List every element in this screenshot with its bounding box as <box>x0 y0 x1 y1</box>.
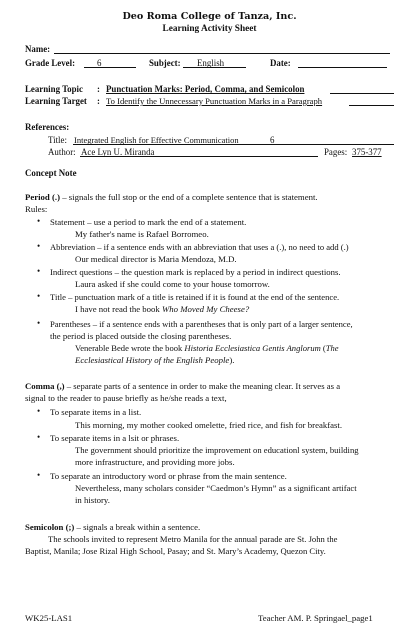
topic-colon: : <box>97 84 100 94</box>
rule-abbreviation-example: Our medical director is Maria Mendoza, M.D. <box>75 254 237 264</box>
ref-title-value: Integrated English for Effective Communication <box>74 135 239 145</box>
rule-statement: Statement – use a period to mark the end of a statement. <box>50 217 247 227</box>
date-field[interactable] <box>298 67 387 68</box>
topic-underline <box>330 93 394 94</box>
ref-author-label: Author: <box>48 147 76 157</box>
rule-parentheses: Parentheses – if a sentence ends with a parentheses that is only part of a larger sentence, <box>50 319 353 329</box>
ref-title-label: Title: <box>48 135 67 145</box>
comma-rule-list: To separate items in a list. <box>50 407 142 417</box>
comma-rule-phrases-example-cont: more infrastructure, and providing more jobs. <box>75 457 235 467</box>
rules-label: Rules: <box>25 204 48 214</box>
comma-rule-list-example: This morning, my mother cooked omelette, fried rice, and fish for breakfast. <box>75 420 343 430</box>
rule-parentheses-example: Venerable Bede wrote the book Historia Ecclesiastica Gentis Anglorum (The <box>75 343 339 353</box>
name-field[interactable] <box>54 53 390 54</box>
ref-pages-value: 375-377 <box>352 147 382 157</box>
target-underline <box>349 105 394 106</box>
references-heading: References: <box>25 122 70 132</box>
ref-pages-label: Pages: <box>324 147 348 157</box>
target-label: Learning Target <box>25 96 87 106</box>
period-definition: Period (.) – signals the full stop or the end of a complete sentence that is statement. <box>25 192 318 202</box>
comma-rule-introductory-example-cont: in history. <box>75 495 110 505</box>
target-value: To Identify the Unnecessary Punctuation Marks in a Paragraph <box>106 96 323 106</box>
rule-title-example: I have not read the book Who Moved My Cheese? <box>75 304 250 314</box>
bullet-icon: • <box>37 266 41 276</box>
rule-abbreviation: Abbreviation – if a sentence ends with an abbreviation that uses a (.), no need to add (.) <box>50 242 349 252</box>
semicolon-term: Semicolon (;) <box>25 522 75 532</box>
rule-parentheses-example-cont: Ecclesiastical History of the English People). <box>75 355 235 365</box>
comma-term: Comma (,) <box>25 381 65 391</box>
ref-author-value: Ace Lyn U. Miranda <box>81 147 155 157</box>
bullet-icon: • <box>37 432 41 442</box>
sheet-title: Learning Activity Sheet <box>162 24 257 34</box>
comma-rule-introductory: To separate an introductory word or phrase from the main sentence. <box>50 471 287 481</box>
concept-note-heading: Concept Note <box>25 168 77 178</box>
ref-author-underline <box>80 156 318 157</box>
bullet-icon: • <box>37 470 41 480</box>
grade-value: 6 <box>97 58 102 68</box>
semicolon-definition: Semicolon (;) – signals a break within a sentence. <box>25 522 201 532</box>
subject-value: English <box>197 58 225 68</box>
name-label: Name: <box>25 44 51 54</box>
period-term: Period (.) <box>25 192 60 202</box>
semicolon-example: The schools invited to represent Metro Manila for the annual parade are St. John the <box>48 534 338 544</box>
ref-title-underline <box>73 144 394 145</box>
ref-title-grade: 6 <box>270 135 275 145</box>
grade-label: Grade Level: <box>25 58 76 68</box>
grade-field[interactable] <box>84 67 136 68</box>
semicolon-example-cont: Baptist, Manila; Jose Rizal High School, Pasay; and St. Mary’s Academy, Quezon City. <box>25 546 326 556</box>
comma-rule-introductory-example: Nevertheless, many scholars consider “Caedmon’s Hymn” as a significant artifact <box>75 483 357 493</box>
rule-parentheses-cont: the period is placed outside the closing parentheses. <box>50 331 232 341</box>
comma-definition-cont: signal to the reader to pause briefly as he/she reads a text, <box>25 393 227 403</box>
bullet-icon: • <box>37 216 41 226</box>
footer-teacher: Teacher AM. P. Springael_page1 <box>258 613 373 623</box>
comma-rule-phrases-example: The government should prioritize the improvement on educationl system, building <box>75 445 359 455</box>
school-name: Deo Roma College of Tanza, Inc. <box>122 11 297 22</box>
bullet-icon: • <box>37 241 41 251</box>
comma-definition: Comma (,) – separate parts of a sentence in order to make the meaning clear. It serves as a <box>25 381 341 391</box>
bullet-icon: • <box>37 318 41 328</box>
rule-statement-example: My father's name is Rafael Borromeo. <box>75 229 209 239</box>
topic-value: Punctuation Marks: Period, Comma, and Semicolon <box>106 84 305 94</box>
rule-indirect-question: Indirect questions – the question mark is replaced by a period in indirect questions. <box>50 267 341 277</box>
footer-code: WK25-LAS1 <box>25 613 73 623</box>
subject-label: Subject: <box>149 58 181 68</box>
topic-label: Learning Topic <box>25 84 83 94</box>
comma-rule-phrases: To separate items in a lsit or phrases. <box>50 433 180 443</box>
date-label: Date: <box>270 58 291 68</box>
rule-indirect-question-example: Laura asked if she could come to your house tomorrow. <box>75 279 270 289</box>
rule-title: Title – punctuation mark of a title is retained if it is found at the end of the sentence. <box>50 292 340 302</box>
target-colon: : <box>97 96 100 106</box>
bullet-icon: • <box>37 291 41 301</box>
bullet-icon: • <box>37 406 41 416</box>
